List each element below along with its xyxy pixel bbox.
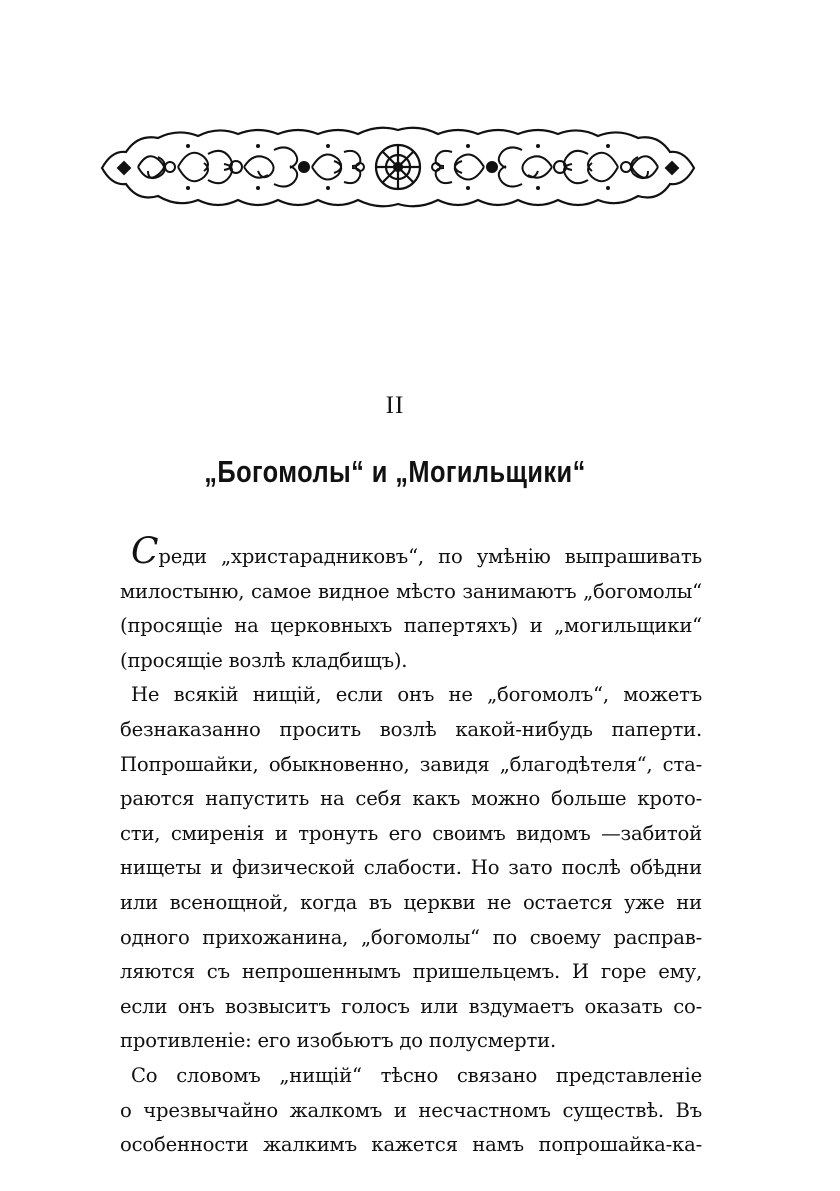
text-line: одного прихожанина, „богомолы“ по своему расправ- — [120, 925, 702, 949]
text-line: безнаказанно просить возлѣ какой-нибудь паперти. — [120, 717, 702, 741]
text-line: противленіе: его изобьютъ до полусмерти. — [120, 1029, 557, 1053]
text-line: Среди „христарадниковъ“, по умѣнію выпрашивать — [131, 531, 702, 572]
text-line: сти, смиренія и тронуть его своимъ видомъ —забитой — [120, 821, 702, 845]
chapter-title: „Богомолы“ и „Могильщики“ — [204, 454, 586, 489]
text-line: особенности жалкимъ кажется намъ попрошайка-ка- — [120, 1133, 702, 1157]
chapter-number: II — [385, 392, 405, 419]
text-line: о чрезвычайно жалкомъ и несчастномъ существѣ. Въ — [120, 1098, 702, 1122]
text-line: если онъ возвыситъ голосъ или вздумаетъ оказать со- — [120, 994, 702, 1018]
text-line: или всенощной, когда въ церкви не остается уже ни — [120, 890, 702, 914]
floral-headpiece-ornament-icon — [98, 124, 698, 210]
text-line: милостыню, самое видное мѣсто занимаютъ „богомолы“ — [120, 579, 702, 603]
text-line: нищеты и физической слабости. Но зато послѣ обѣдни — [120, 856, 702, 880]
text-line: (просящіе на церковныхъ папертяхъ) и „могильщики“ — [120, 614, 702, 638]
text-line: раются напустить на себя какъ можно больше крото- — [120, 787, 702, 811]
text-line: ляются съ непрошеннымъ пришельцемъ. И горе ему, — [120, 960, 702, 984]
text-line: Не всякій нищій, если онъ не „богомолъ“, можетъ — [131, 683, 702, 707]
body-text — [120, 531, 702, 1163]
text-line: Попрошайки, обыкновенно, завидя „благодѣтеля“, ста- — [120, 752, 702, 776]
drop-cap: С — [131, 531, 159, 572]
text-line: Со словомъ „нищій“ тѣсно связано представленіе — [131, 1063, 702, 1087]
text-line: (просящіе возлѣ кладбищъ). — [120, 648, 408, 672]
